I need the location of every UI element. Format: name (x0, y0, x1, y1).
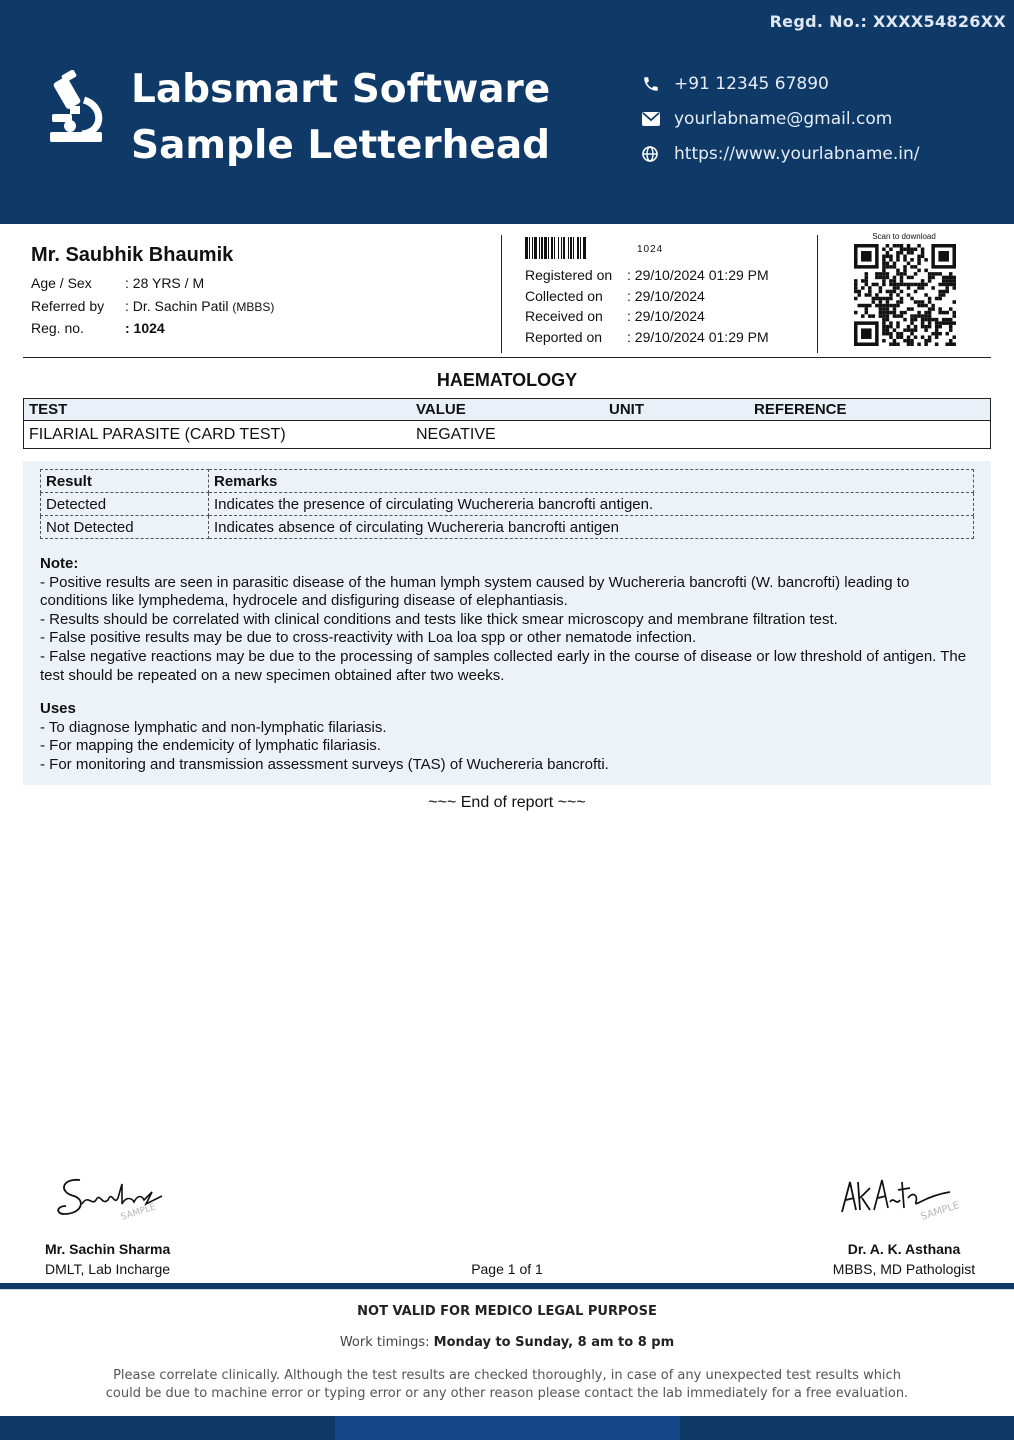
results-table (23, 398, 991, 449)
reg-no-label: Reg. no. (31, 320, 84, 337)
collected-row (525, 286, 769, 307)
remarks-table (40, 469, 974, 539)
note-line: - False negative reactions may be due to the processing of samples collected early in the course of disease or low threshold of antigen. The test should be repeated on a new specimen obtained after two weeks. (40, 647, 967, 684)
left-signer-role: DMLT, Lab Incharge (45, 1261, 171, 1277)
remarks-header-remarks: Remarks (209, 470, 974, 493)
reported-value: : 29/10/2024 01:29 PM (627, 329, 769, 346)
received-value: : 29/10/2024 (627, 308, 705, 325)
reg-no-value: : 1024 (125, 320, 165, 337)
patient-details (31, 244, 501, 340)
work-timings-label: Work timings: (339, 1335, 430, 1350)
page-number: Page 1 of 1 (471, 1261, 543, 1277)
validity-notice: NOT VALID FOR MEDICO LEGAL PURPOSE (357, 1304, 657, 1319)
referred-by-label: Referred by (31, 297, 105, 314)
divider (817, 235, 818, 353)
collected-value: : 29/10/2024 (627, 287, 705, 304)
sample-dates (525, 265, 769, 347)
table-row (41, 493, 974, 516)
remark-text: Indicates absence of circulating Wuchereria bancrofti antigen (209, 516, 974, 539)
divider (501, 235, 502, 353)
results-table-header (24, 399, 990, 421)
age-sex-label: Age / Sex (31, 275, 92, 292)
received-label: Received on (525, 308, 603, 325)
remark-result: Not Detected (41, 516, 209, 539)
patient-name: Mr. Saubhik Bhaumik (31, 244, 234, 266)
referring-doctor: : Dr. Sachin Patil (125, 297, 229, 314)
divider (0, 1289, 1014, 1290)
work-timings (0, 1335, 1014, 1350)
uses-line: - For mapping the endemicity of lymphatic filariasis. (40, 737, 381, 755)
right-signer-role: MBBS, MD Pathologist (832, 1261, 976, 1277)
reg-no-row (31, 317, 501, 340)
registered-value: : 29/10/2024 01:29 PM (627, 267, 769, 284)
remarks-header-result: Result (41, 470, 209, 493)
age-sex-value: : 28 YRS / M (125, 275, 205, 292)
uses-title: Uses (40, 700, 76, 718)
contact-website (642, 136, 920, 171)
end-of-report: ~~~ End of report ~~~ (428, 794, 586, 811)
table-row (24, 421, 990, 448)
brand-line-2: Sample Letterhead (131, 123, 551, 168)
brand-line-1: Labsmart Software (131, 67, 551, 112)
referring-doctor-degree: (MBBS) (232, 299, 275, 314)
footer-strip (0, 1416, 1014, 1440)
registered-row (525, 265, 769, 286)
left-signature (52, 1170, 172, 1228)
test-name: FILARIAL PARASITE (CARD TEST) (29, 425, 286, 443)
sample-stamp: SAMPLE (919, 1200, 961, 1223)
right-signature (838, 1168, 974, 1228)
collected-label: Collected on (525, 287, 603, 304)
note-line: - Positive results are seen in parasitic disease of the human lymph system caused by Wuchereria bancrofti (W. bancrofti) leading to conditions like lymphedema, hydrocele and disfiguring disease of elephantiasis. (40, 573, 910, 610)
notes-section (40, 555, 980, 775)
divider (23, 357, 991, 358)
section-title: HAEMATOLOGY (436, 370, 578, 390)
contact-email (642, 101, 920, 136)
lab-brand-name (131, 62, 550, 174)
globe-icon (642, 146, 674, 162)
microscope-icon (46, 70, 106, 146)
column-header-value: VALUE (416, 401, 466, 418)
age-sex-row (31, 272, 501, 295)
referred-by-row (31, 295, 501, 318)
contact-phone (642, 66, 920, 101)
scan-to-download-label: Scan to download (872, 232, 936, 241)
phone-number: +91 12345 67890 (674, 73, 829, 94)
right-signer-name: Dr. A. K. Asthana (847, 1241, 961, 1257)
disclaimer (0, 1367, 1014, 1403)
note-line: - False positive results may be due to cross-reactivity with Loa loa spp or other nematode infection. (40, 629, 697, 647)
registration-number: Regd. No.: XXXX54826XX (769, 12, 1006, 31)
sample-stamp: SAMPLE (119, 1202, 158, 1223)
uses-line: - To diagnose lymphatic and non-lymphatic filariasis. (40, 718, 387, 736)
column-header-reference: REFERENCE (754, 401, 847, 418)
interpretation-box (23, 461, 991, 785)
website-url: https://www.yourlabname.in/ (674, 143, 920, 164)
reported-label: Reported on (525, 329, 603, 346)
disclaimer-line: could be due to machine error or typing error or any other reason please contact the lab immediately for a free evaluation. (105, 1386, 909, 1401)
work-timings-value: Monday to Sunday, 8 am to 8 pm (433, 1335, 675, 1350)
letterhead-header (0, 0, 1014, 224)
received-row (525, 306, 769, 327)
barcode-number: 1024 (637, 244, 664, 255)
envelope-icon (642, 112, 674, 126)
disclaimer-line: Please correlate clinically. Although the test results are checked thoroughly, in case of any unexpected test results which (113, 1368, 901, 1383)
remark-text: Indicates the presence of circulating Wuchereria bancrofti antigen. (209, 493, 974, 516)
email-address: yourlabname@gmail.com (674, 108, 893, 129)
table-row (41, 516, 974, 539)
reported-row (525, 327, 769, 348)
test-value: NEGATIVE (416, 425, 496, 443)
phone-icon (642, 75, 674, 93)
remark-result: Detected (41, 493, 209, 516)
note-line: - Results should be correlated with clinical conditions and tests like thick smear microscopy and membrane filtration test. (40, 610, 838, 628)
registered-label: Registered on (525, 267, 613, 284)
column-header-unit: UNIT (609, 401, 644, 418)
uses-line: - For monitoring and transmission assessment surveys (TAS) of Wuchereria bancrofti. (40, 755, 609, 773)
referred-by-value (125, 298, 274, 314)
contact-info (642, 66, 920, 171)
remarks-table-header (41, 470, 974, 493)
sample-barcode (525, 237, 630, 259)
left-signer-name: Mr. Sachin Sharma (45, 1241, 171, 1257)
note-title: Note: (40, 555, 79, 572)
column-header-test: TEST (29, 401, 68, 418)
qr-code[interactable] (854, 244, 956, 346)
